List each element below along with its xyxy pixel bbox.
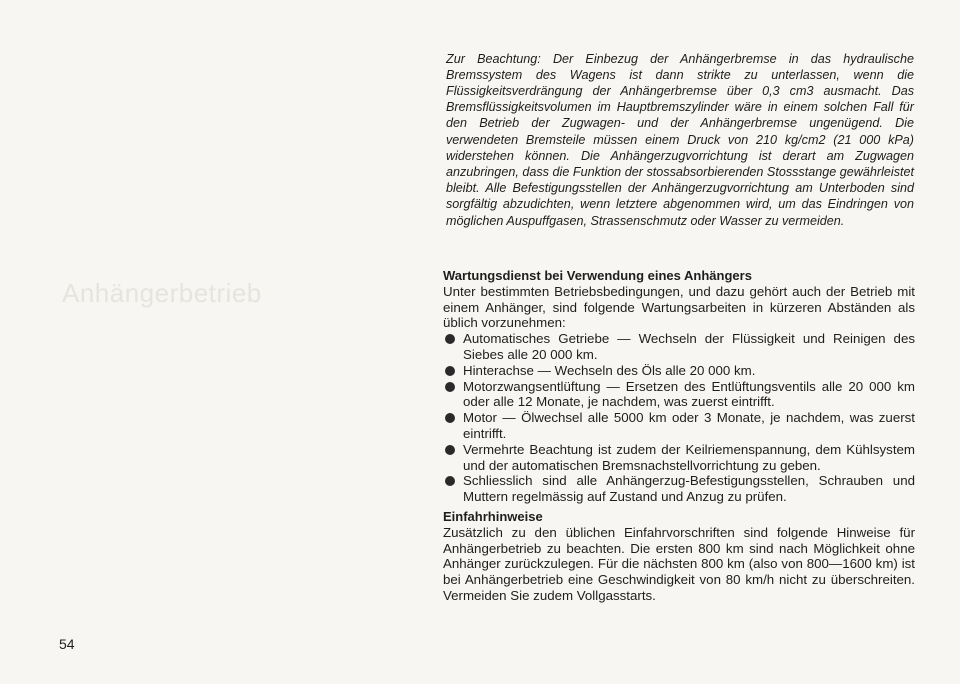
page-number: 54 (59, 636, 75, 652)
list-item (443, 363, 915, 379)
list-item (443, 410, 915, 442)
list-item (443, 442, 915, 474)
list-item (443, 379, 915, 411)
brake-note-paragraph: Zur Beachtung: Der Einbezug der Anhängerbremse in das hydraulische Bremssystem des Wagens ist dann strikte zu unterlassen, wenn die Flüssigkeitsverdrängung der Anhängerbremse über 0,3 cm3 ausmacht. Das Bremsflüssigkeitsvolumen im Hauptbremszylinder wäre in einem solchen Fall für den Betrieb der Zugwagen- und der Anhängerbremse ungenügend. Die verwendeten Bremsteile müssen einem Druck von 210 kg/cm2 (21 000 kPa) widerstehen können. Die Anhängerzugvorrichtung ist derart am Zugwagen anzubringen, dass die Funktion der stossabsorbierenden Stossstange gewährleistet bleibt. Alle Befestigungsstellen der Anhängerzugvorrichtung am Unterboden sind sorgfältig abzudichten, wenn letztere abgenommen wird, um das Eindringen von möglichen Auspuffgasen, Strassenschmutz oder Wasser zu vermeiden. (446, 51, 914, 228)
break-in-heading: Einfahrhinweise (443, 508, 543, 524)
list-item (443, 331, 915, 363)
list-item-text: Automatisches Getriebe — Wechseln der Flüssigkeit und Reinigen des Siebes alle 20 000 km. (463, 331, 915, 362)
bullet-dot-icon (445, 382, 455, 392)
bullet-dot-icon (445, 476, 455, 486)
trailer-maintenance-section (443, 268, 915, 604)
maintenance-intro: Unter bestimmten Betriebsbedingungen, und dazu gehört auch der Betrieb mit einem Anhänger, sind folgende Wartungsarbeiten in kürzeren Abständen als üblich vorzunehmen: (443, 283, 915, 331)
bullet-dot-icon (445, 334, 455, 344)
break-in-paragraph: Zusätzlich zu den üblichen Einfahrvorschriften sind folgende Hinweise für Anhängerbetrieb zu beachten. Die ersten 800 km sind nach Möglichkeit ohne Anhänger zurückzulegen. Für die nächsten 800 km (also von 800—1600 km) ist bei Anhängerbetrieb eine Geschwindigkeit von 80 km/h nicht zu überschreiten. Vermeiden Sie zudem Vollgasstarts. (443, 524, 915, 603)
maintenance-heading: Wartungsdienst bei Verwendung eines Anhängers (443, 268, 752, 283)
maintenance-list (443, 331, 915, 505)
list-item-text: Motorzwangsentlüftung — Ersetzen des Entlüftungsventils alle 20 000 km oder alle 12 Monate, je nachdem, was zuerst eintrifft. (463, 378, 915, 410)
bullet-dot-icon (445, 413, 455, 423)
list-item (443, 473, 915, 505)
list-item-text: Vermehrte Beachtung ist zudem der Keilriemenspannung, dem Kühlsystem und der automatischen Bremsnachstellvorrichtung zu geben. (463, 441, 915, 473)
list-item-text: Motor — Ölwechsel alle 5000 km oder 3 Monate, je nachdem, was zuerst eintrifft. (463, 410, 915, 441)
bullet-dot-icon (445, 445, 455, 455)
list-item-text: Schliesslich sind alle Anhängerzug-Befestigungsstellen, Schrauben und Muttern regelmässig auf Zustand und Anzug zu prüfen. (463, 473, 915, 505)
list-item-text: Hinterachse — Wechseln des Öls alle 20 000 km. (463, 362, 756, 378)
bullet-dot-icon (445, 366, 455, 376)
show-through-heading: Anhängerbetrieb (62, 278, 262, 308)
